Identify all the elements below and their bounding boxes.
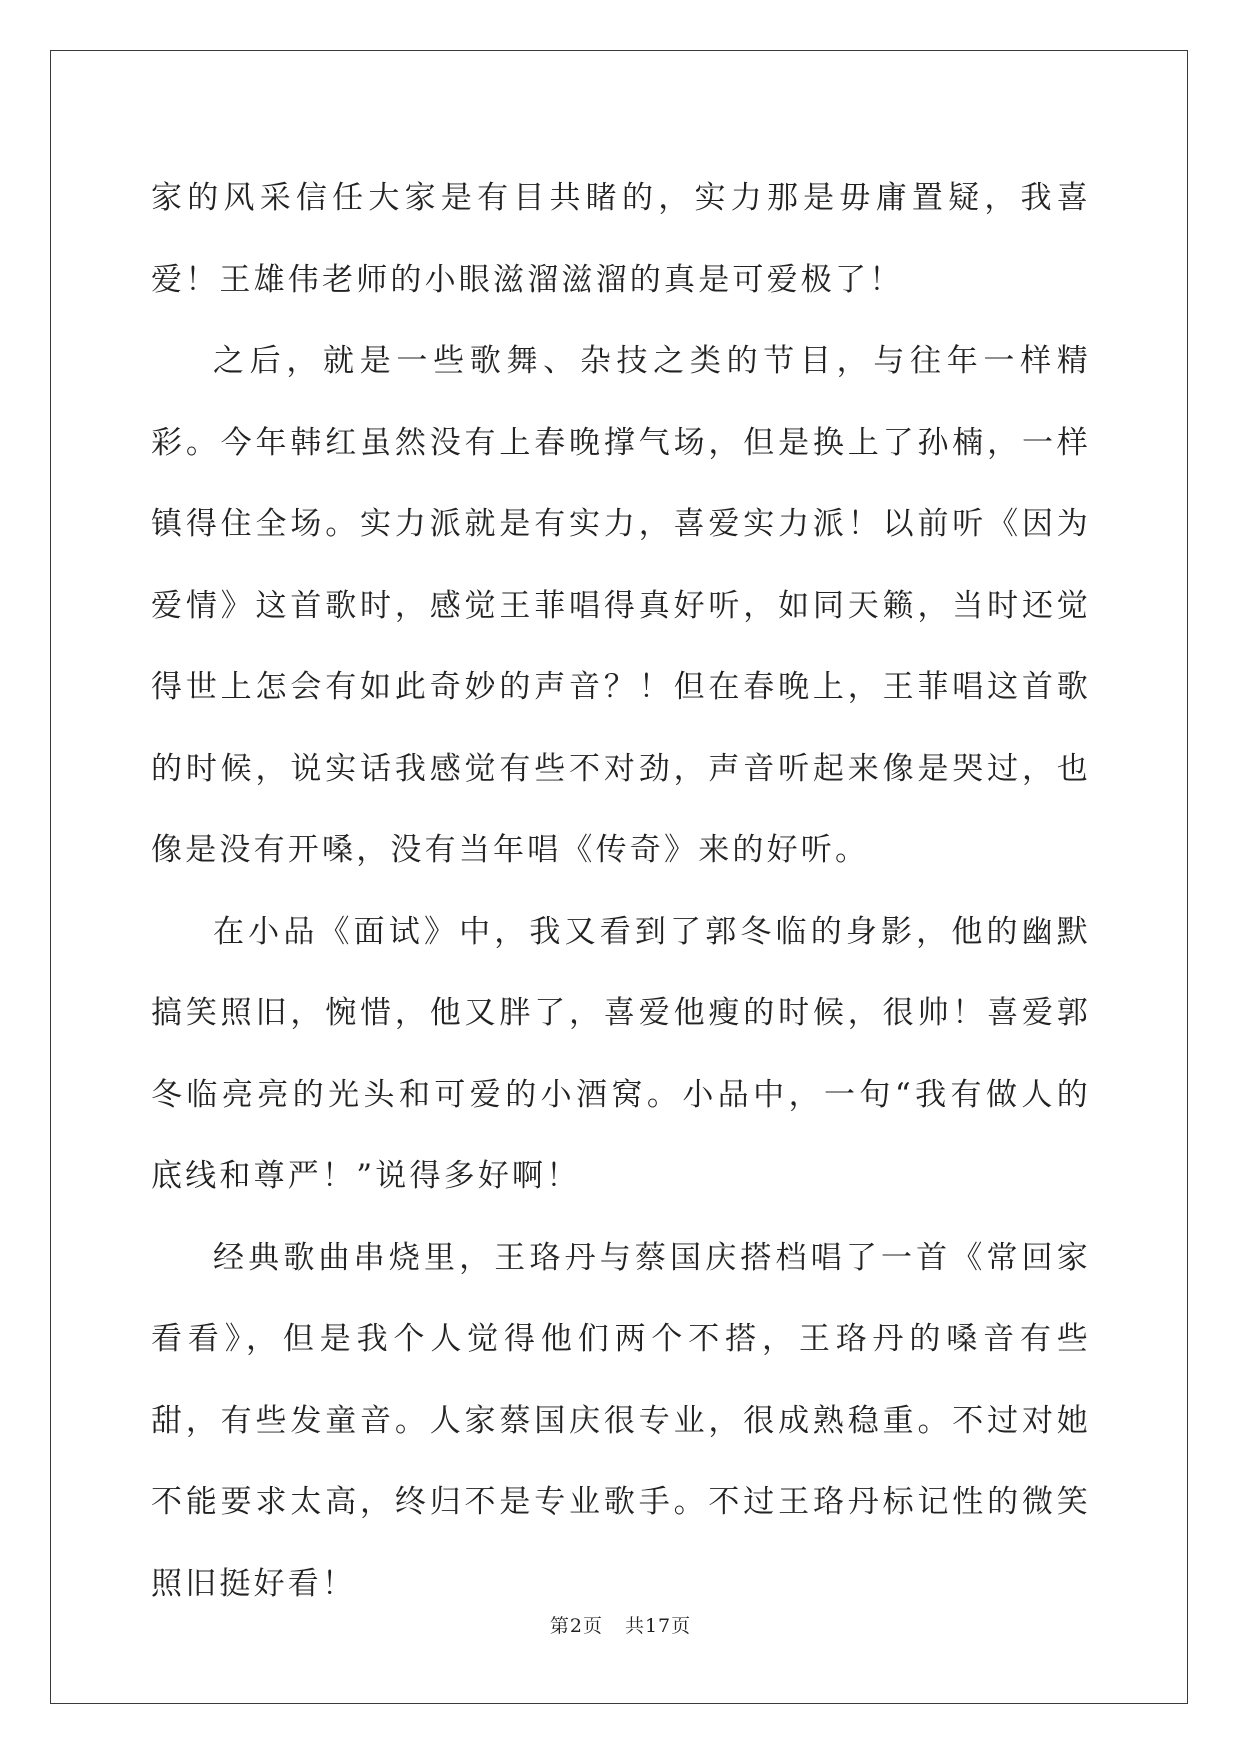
document-body [151, 158, 1091, 1625]
paragraph-3: 在小品《面试》中，我又看到了郭冬临的身影，他的幽默搞笑照旧，惋惜，他又胖了，喜爱他瘦的时候，很帅！喜爱郭冬临亮亮的光头和可爱的小酒窝。小品中，一句“我有做人的底线和尊严！”说得多好啊！ [151, 913, 1091, 1194]
page-footer [0, 1611, 1241, 1638]
page-number: 第2页 [549, 1615, 603, 1637]
paragraph-1: 家的风采信任大家是有目共睹的，实力那是毋庸置疑，我喜爱！王雄伟老师的小眼滋溜滋溜的真是可爱极了！ [151, 180, 1091, 298]
paragraph-2: 之后，就是一些歌舞、杂技之类的节目，与往年一样精彩。今年韩红虽然没有上春晚撑气场，但是换上了孙楠，一样镇得住全场。实力派就是有实力，喜爱实力派！以前听《因为爱情》这首歌时，感觉王菲唱得真好听，如同天籁，当时还觉得世上怎会有如此奇妙的声音？！但在春晚上，王菲唱这首歌的时候，说实话我感觉有些不对劲，声音听起来像是哭过，也像是没有开嗓，没有当年唱《传奇》来的好听。 [151, 343, 1091, 868]
page-total: 共17页 [624, 1615, 692, 1637]
paragraph-4: 经典歌曲串烧里，王珞丹与蔡国庆搭档唱了一首《常回家看看》，但是我个人觉得他们两个不搭，王珞丹的嗓音有些甜，有些发童音。人家蔡国庆很专业，很成熟稳重。不过对她不能要求太高，终归不是专业歌手。不过王珞丹标记性的微笑照旧挺好看！ [151, 1239, 1091, 1602]
